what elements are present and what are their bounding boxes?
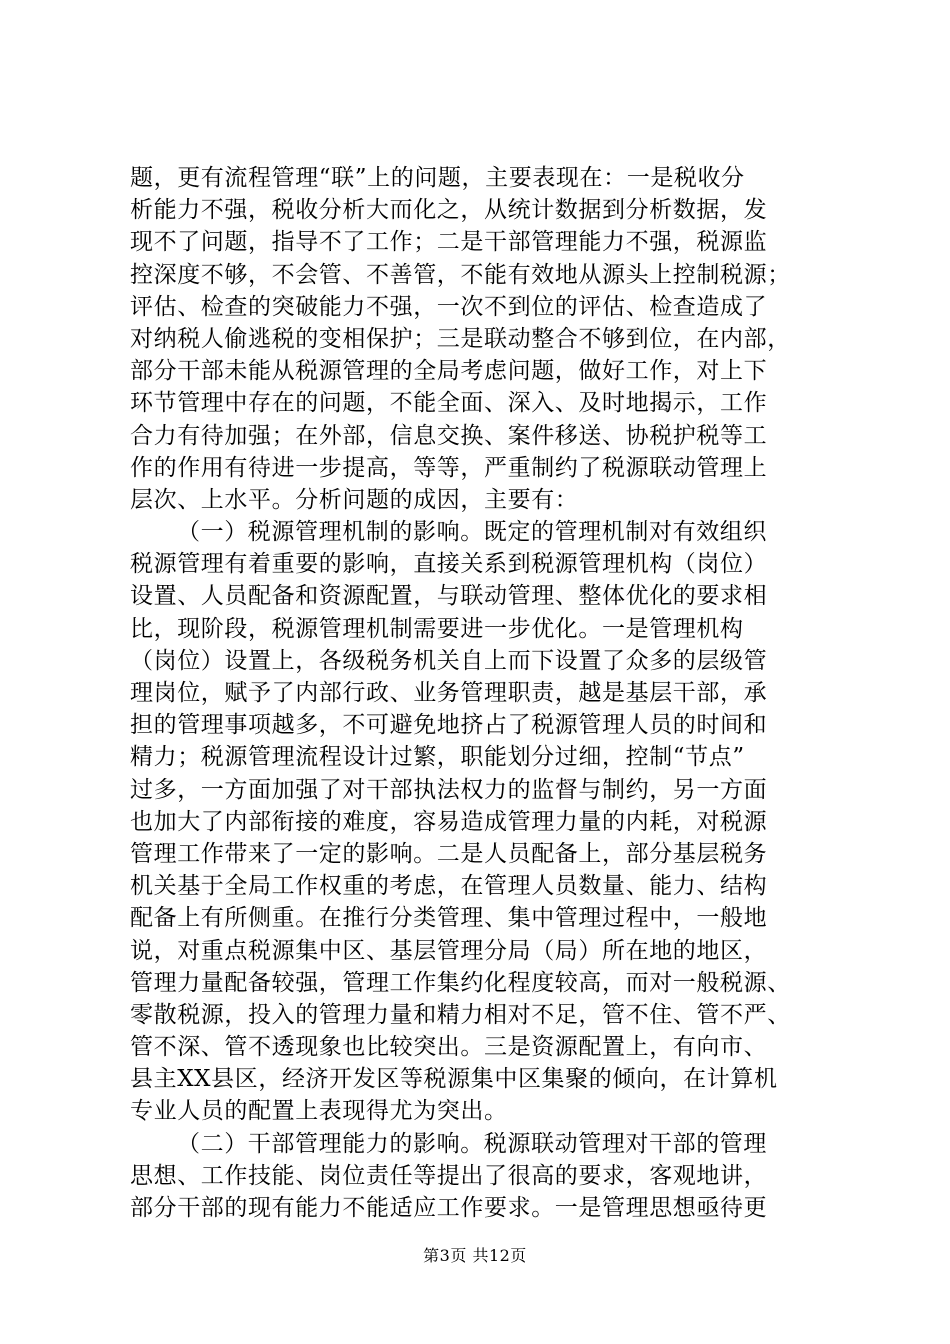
text-line: 现不了问题，指导不了工作；二是干部管理能力不强，税源监 [130,229,768,256]
text-line: 过多，一方面加强了对干部执法权力的监督与制约，另一方面 [130,776,768,803]
text-line: 题，更有流程管理“联”上的问题，主要表现在：一是税收分 [130,165,745,191]
text-line: 县主XX县区，经济开发区等税源集中区集聚的倾向，在计算机 [130,1066,778,1093]
text-line: 理岗位，赋予了内部行政、业务管理职责，越是基层干部，承 [130,680,768,706]
section-heading-line: （二）干部管理能力的影响。税源联动管理对干部的管理 [177,1130,767,1157]
text-line: 精力；税源管理流程设计过繁，职能划分过细，控制“节点” [130,744,745,771]
text-line: 机关基于全局工作权重的考虑，在管理人员数量、能力、结构 [130,873,768,900]
text-line: 思想、工作技能、岗位责任等提出了很高的要求，客观地讲， [130,1162,768,1189]
text-line: 说，对重点税源集中区、基层管理分局（局）所在地的地区， [130,937,768,964]
text-line: 担的管理事项越多，不可避免地挤占了税源管理人员的时间和 [130,712,768,739]
text-line: 控深度不够，不会管、不善管，不能有效地从源头上控制税源； [130,261,791,288]
text-line: 管理力量配备较强，管理工作集约化程度较高，而对一般税源、 [130,969,791,996]
text-line: 配备上有所侧重。在推行分类管理、集中管理过程中，一般地 [130,905,768,932]
text-line: 比，现阶段，税源管理机制需要进一步优化。一是管理机构 [130,615,744,642]
document-body [130,162,830,1224]
text-line: 设置、人员配备和资源配置，与联动管理、整体优化的要求相 [130,583,768,610]
text-line: 对纳税人偷逃税的变相保护；三是联动整合不够到位，在内部， [130,325,791,352]
text-line: 评估、检查的突破能力不强，一次不到位的评估、检查造成了 [130,293,768,320]
text-line: 层次、上水平。分析问题的成因，主要有： [130,486,579,513]
text-line: 管理工作带来了一定的影响。二是人员配备上，部分基层税务 [130,840,768,867]
text-line: 也加大了内部衔接的难度，容易造成管理力量的内耗，对税源 [130,808,768,835]
text-line: 部分干部的现有能力不能适应工作要求。一是管理思想亟待更 [130,1195,768,1221]
text-line: 部分干部未能从税源管理的全局考虑问题，做好工作，对上下 [130,358,768,385]
text-line: 管不深、管不透现象也比较突出。三是资源配置上，有向市、 [130,1034,768,1061]
text-line: 合力有待加强；在外部，信息交换、案件移送、协税护税等工 [130,422,768,449]
text-line: 专业人员的配置上表现得尤为突出。 [130,1098,508,1125]
section-heading-line: （一）税源管理机制的影响。既定的管理机制对有效组织 [177,519,767,546]
text-line: （岗位）设置上，各级税务机关自上而下设置了众多的层级管 [130,647,768,674]
text-line: 税源管理有着重要的影响，直接关系到税源管理机构（岗位） [130,551,768,578]
text-line: 作的作用有待进一步提高，等等，严重制约了税源联动管理上 [130,454,768,481]
text-line: 零散税源，投入的管理力量和精力相对不足，管不住、管不严、 [130,1001,791,1028]
text-line: 析能力不强，税收分析大而化之，从统计数据到分析数据，发 [130,197,768,224]
page-number-footer: 第3页 共12页 [423,1246,527,1265]
text-line: 环节管理中存在的问题，不能全面、深入、及时地揭示，工作 [130,390,768,417]
